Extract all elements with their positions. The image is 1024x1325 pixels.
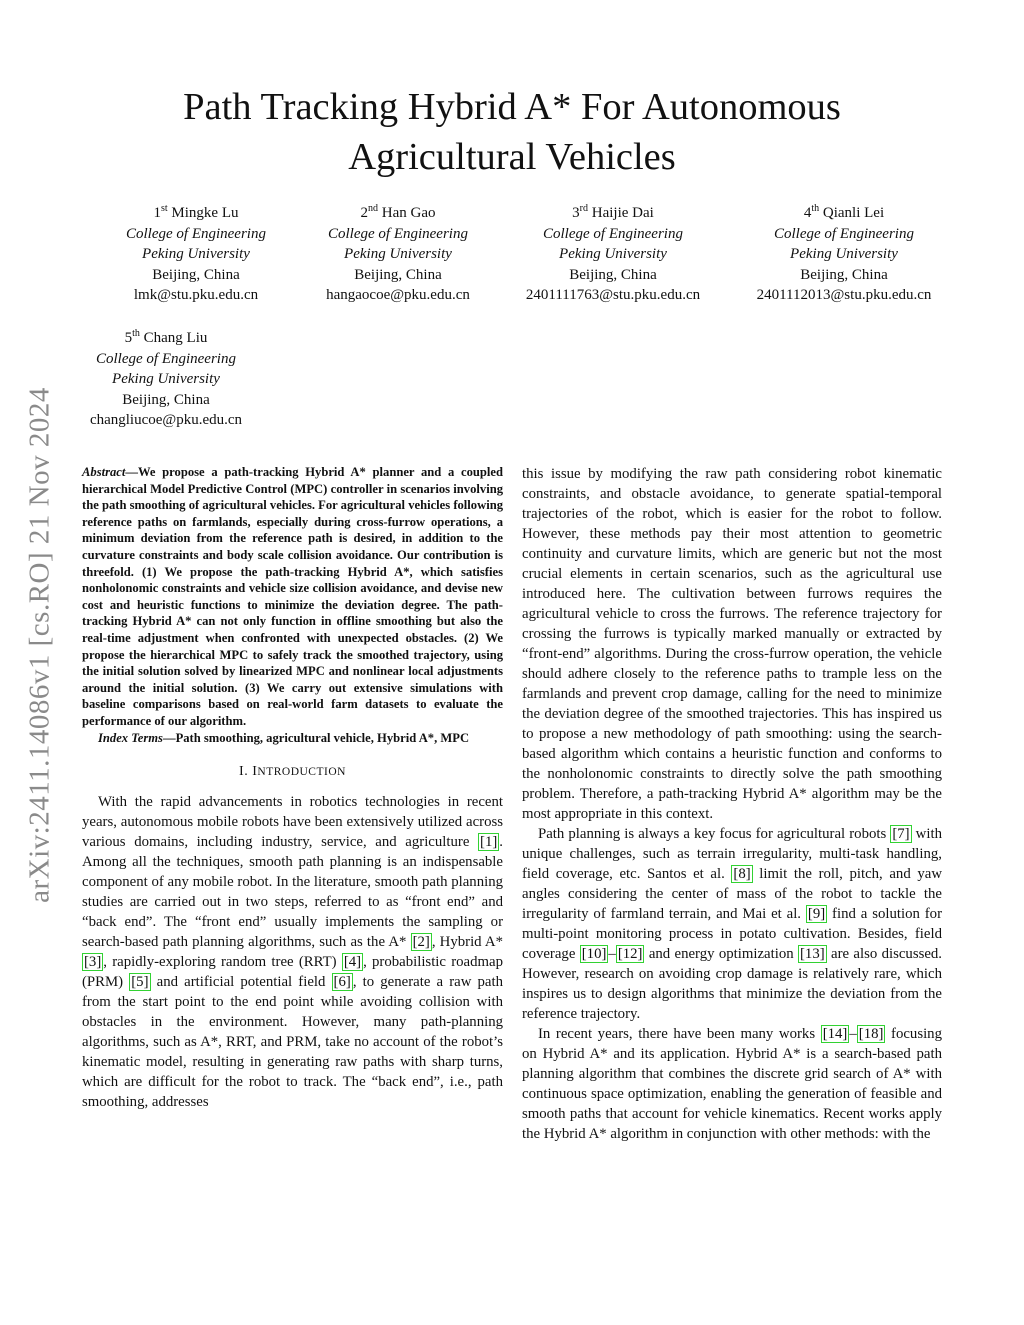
author-city: Beijing, China [122, 391, 210, 408]
citation-link[interactable]: [2] [412, 934, 430, 951]
author-block-4: 4th Qianli Lei College of Engineering Peking University Beijing, China 2401112013@stu.pku.edu.cn [734, 203, 954, 306]
author-block-2: 2nd Han Gao College of Engineering Peking University Beijing, China hangaocoe@pku.edu.cn [298, 203, 498, 306]
author-city: Beijing, China [800, 266, 888, 283]
author-email: 2401112013@stu.pku.edu.cn [756, 287, 932, 304]
author-org: Peking University [112, 371, 220, 388]
citation-link[interactable]: [1] [480, 834, 498, 851]
index-terms [82, 730, 503, 747]
author-dept: College of Engineering [126, 225, 266, 242]
author-name: Mingke Lu [171, 205, 239, 221]
author-dept: College of Engineering [543, 225, 683, 242]
citation-link[interactable]: [7] [892, 826, 910, 842]
body-paragraph: Path planning is always a key focus for agricultural robots [7] with unique challenges, such as terrain irregularity, multi-task handling, field coverage, etc. Santos et al. [8] limit the roll, pitch, and yaw angles considering the center of mass of the robot to tackle the irregularity of farmland terrain, and Mai et al. [9] find a solution for multi-point monitoring process in potato cultivation. Besides, field coverage [10] – [12] and energy optimization [13] are also discussed. However, research on avoiding crop damage is relatively rare, which inspires us to design algorithms that minimize the deviation from the reference trajectory. [522, 826, 943, 1022]
body-paragraph: this issue by modifying the raw path considering robot kinematic constraints, and obstacle avoidance, to generate spatial-temporal trajectories of the robot, which is easier for the robot to follow. However, these methods pay their most attention to geometric continuity and curvature limits, which are generic but not the most crucial elements in certain scenarios, such as the agricultural use introduced here. The cultivation between furrows requires the agricultural vehicle to cross the furrows. The reference trajectory for crossing the furrows is typically marked manually or extracted by “front-end” algorithms. During the cross-furrow operation, the vehicle should adhere closely to the reference paths to trample less on the farmlands and prevent crop damage, calling for the need to minimize the deviation degree of the smoothed trajectories. This has inspired us to propose a new methodology of path smoothing: using the search-based algorithm which contains a heuristic function and conforms to the nonholonomic constraints to directly solve the path smoothing problem. Therefore, a path-tracking Hybrid A* algorithm may be the most appropriate in this context. [522, 466, 942, 822]
citation-link[interactable]: [8] [733, 866, 751, 882]
author-block-5: 5th Chang Liu College of Engineering Peking University Beijing, China changliucoe@pku.edu.cn [66, 328, 266, 431]
author-org: Peking University [559, 246, 667, 263]
paper-title [80, 82, 944, 182]
abstract-text: —We propose a path-tracking Hybrid A* planner and a coupled hierarchical Model Predictive Control (MPC) controller in scenarios involving the path smoothing of agricultural vehicles. For agricultural vehicles following reference paths on farmlands, especially during cross-furrow operations, a minimum deviation from the reference path is desired, in addition to the curvature constraints and body scale collision avoidance. Our contribution is threefold. (1) We propose the path-tracking Hybrid A*, which satisfies nonholonomic constraints and vehicle size collision avoidance, and devise new cost and heuristic functions to minimize the deviation degree. The path-tracking Hybrid A* can not only function in offline smoothing but also the real-time adjustment when confronted with unexpected obstacles. (2) We propose the hierarchical MPC to safely track the smoothed trajectory, using the initial solution solved by linearized MPC and nonlinear local adjustments around the initial solution. (3) We carry out extensive simulations with baseline comparisons based on real-world farm datasets to evaluate the performance of our algorithm. [82, 465, 503, 728]
author-block-3: 3rd Haijie Dai College of Engineering Peking University Beijing, China 2401111763@stu.pku.edu.cn [503, 203, 723, 306]
author-email: 2401111763@stu.pku.edu.cn [525, 287, 701, 304]
author-email: changliucoe@pku.edu.cn [89, 412, 243, 429]
abstract-label: Abstract [82, 465, 126, 479]
author-city: Beijing, China [152, 266, 240, 283]
author-email: lmk@stu.pku.edu.cn [133, 287, 259, 304]
index-terms-label: Index Terms [98, 730, 163, 745]
abstract [82, 464, 503, 730]
author-org: Peking University [790, 246, 898, 263]
author-city: Beijing, China [569, 266, 657, 283]
left-column [82, 464, 503, 1112]
index-terms-text: —Path smoothing, agricultural vehicle, Hybrid A*, MPC [162, 730, 470, 745]
citation-link[interactable]: [12] [617, 946, 643, 962]
body-paragraph: In recent years, there have been many works [14] – [18] focusing on Hybrid A* and its application. Hybrid A* is a search-based path planning algorithm that combines the discrete grid search of A* with continuous space optimization, enabling the generation of feasible and smooth paths that account for vehicle kinematics. Recent works apply the Hybrid A* algorithm in conjunction with other methods: with the [522, 1026, 942, 1142]
citation-link[interactable]: [5] [131, 974, 149, 991]
citation-link[interactable]: [10] [581, 946, 607, 962]
citation-link[interactable]: [3] [84, 954, 102, 971]
author-org: Peking University [344, 246, 452, 263]
intro-paragraph: With the rapid advancements in robotics technologies in recent years, autonomous mobile robots have been extensively utilized across various domains, including industry, service, and agriculture [1] . Among all the techniques, smooth path planning is an indispensable component of any mobile robot. In the literature, smooth path planning studies are carried out in two steps, referred to as “front end” and “back end”. The “front end” usually implements the sampling or search-based path planning algorithms, such as the A* [2] , Hybrid A* [3] , rapidly-exploring random tree (RRT) [4] , probabilistic roadmap (PRM) [5] and artificial potential field [6] , to generate a raw path from the start point to the end point while avoiding collision with obstacles in the environment. However, many path-planning algorithms, such as A*, RRT, and PRM, take no account of the robot’s kinematic model, resulting in generating raw paths with sharp turns, which are difficult for the robot to track. The “back end”, i.e., path smoothing, addresses [82, 794, 503, 1111]
citation-link[interactable]: [6] [333, 974, 351, 991]
author-block-1: 1st Mingke Lu College of Engineering Peking University Beijing, China lmk@stu.pku.edu.cn [96, 203, 296, 306]
citation-link[interactable]: [14] [822, 1026, 848, 1042]
author-name: Han Gao [381, 205, 436, 221]
author-email: hangaocoe@pku.edu.cn [326, 287, 470, 304]
right-column [522, 464, 942, 1144]
arxiv-identifier: arXiv:2411.14086v1 [cs.RO] 21 Nov 2024 [23, 387, 56, 903]
author-dept: College of Engineering [328, 225, 468, 242]
author-dept: College of Engineering [96, 350, 236, 367]
author-name: Haijie Dai [591, 205, 654, 221]
citation-link[interactable]: [18] [858, 1026, 884, 1042]
title-line-2: Agricultural Vehicles [348, 136, 676, 178]
arxiv-stamp [20, 350, 60, 940]
author-city: Beijing, China [354, 266, 442, 283]
citation-link[interactable]: [13] [800, 946, 825, 962]
citation-link[interactable]: [4] [343, 954, 362, 971]
author-name: Qianli Lei [822, 205, 885, 221]
author-org: Peking University [142, 246, 250, 263]
section-heading: I. INTRODUCTION [239, 764, 346, 780]
citation-link[interactable]: [9] [807, 906, 826, 922]
title-line-1: Path Tracking Hybrid A* For Autonomous [183, 86, 841, 128]
author-name: Chang Liu [143, 330, 208, 346]
author-dept: College of Engineering [774, 225, 914, 242]
